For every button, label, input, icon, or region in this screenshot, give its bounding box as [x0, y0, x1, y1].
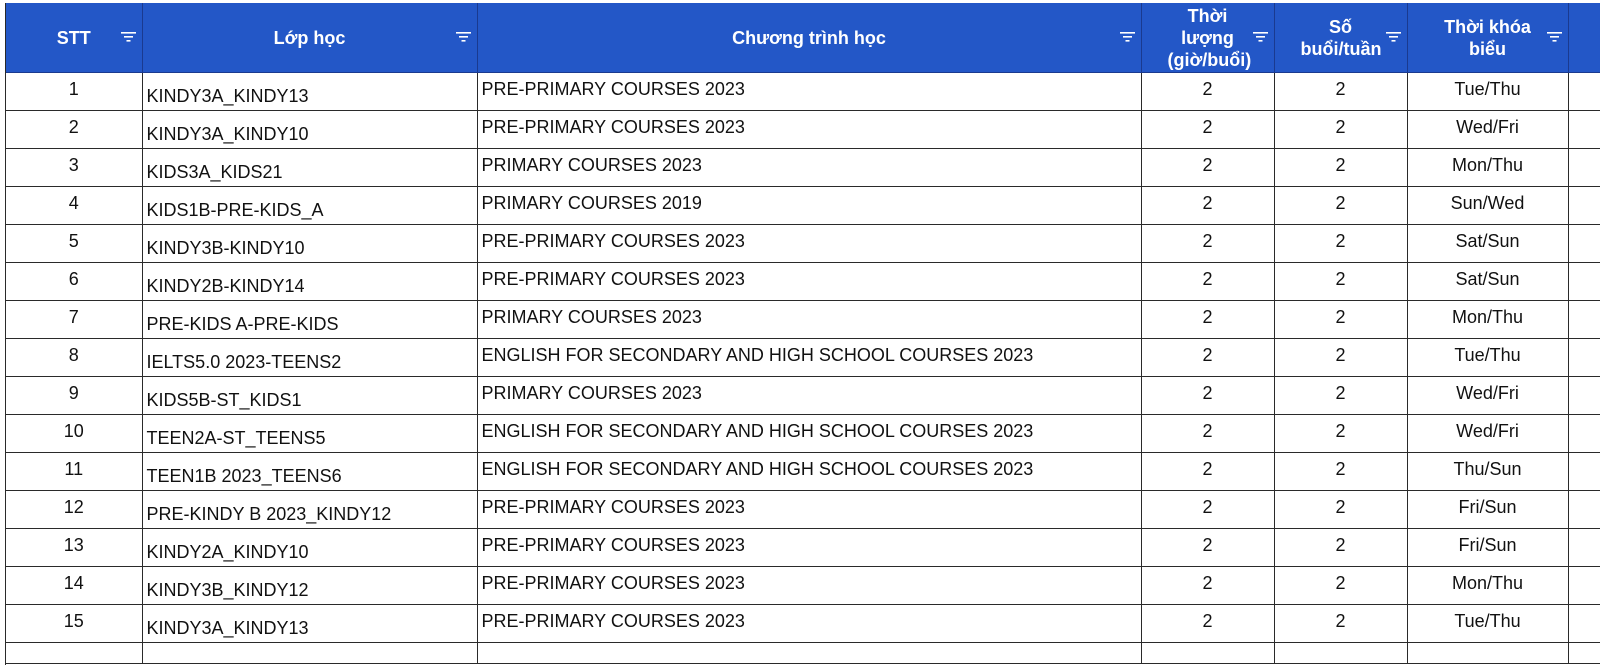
filter-icon[interactable] [1547, 31, 1562, 43]
cell-class[interactable]: KINDY2A_KINDY10 [142, 529, 477, 567]
table-row [6, 301, 1600, 339]
header-duration-line-3: (giờ/buổi) [1167, 49, 1252, 70]
cell-duration[interactable]: 2 [1141, 187, 1274, 225]
spreadsheet-grid [5, 3, 1600, 665]
cell-next-column[interactable] [1568, 225, 1600, 263]
cell-next-column[interactable] [1568, 605, 1600, 643]
cell-duration[interactable]: 2 [1141, 225, 1274, 263]
cell-schedule[interactable]: Sat/Sun [1407, 263, 1568, 301]
header-sessions-line-1: Số [1328, 16, 1352, 37]
cell-next-column[interactable] [1568, 149, 1600, 187]
cell-sessions[interactable]: 2 [1274, 111, 1407, 149]
header-sessions-line-2: buổi/tuần [1300, 38, 1382, 59]
cell-program[interactable]: PRE-PRIMARY COURSES 2023 [477, 73, 1141, 111]
cell-duration[interactable]: 2 [1141, 529, 1274, 567]
cell-program[interactable]: PRIMARY COURSES 2023 [477, 377, 1141, 415]
header-schedule-line-2: biểu [1468, 38, 1506, 59]
cell-empty[interactable] [477, 643, 1141, 664]
cell-sessions[interactable]: 2 [1274, 491, 1407, 529]
header-program-label: Chương trình học [732, 27, 886, 48]
filter-icon[interactable] [1120, 31, 1135, 43]
table-row [6, 225, 1600, 263]
header-program[interactable] [477, 3, 1141, 73]
cell-sessions[interactable]: 2 [1274, 225, 1407, 263]
cell-empty[interactable] [6, 643, 142, 664]
cell-duration[interactable]: 2 [1141, 415, 1274, 453]
cell-program[interactable]: PRIMARY COURSES 2023 [477, 149, 1141, 187]
cell-empty[interactable] [1407, 643, 1568, 664]
cell-program[interactable]: PRE-PRIMARY COURSES 2023 [477, 111, 1141, 149]
cell-duration[interactable]: 2 [1141, 339, 1274, 377]
cell-class[interactable]: TEEN1B 2023_TEENS6 [142, 453, 477, 491]
cell-class[interactable]: KINDY3B-KINDY10 [142, 225, 477, 263]
cell-next-column[interactable] [1568, 567, 1600, 605]
cell-next-column[interactable] [1568, 111, 1600, 149]
cell-duration[interactable]: 2 [1141, 453, 1274, 491]
cell-empty[interactable] [142, 643, 477, 664]
cell-schedule[interactable]: Mon/Thu [1407, 567, 1568, 605]
table-row [6, 453, 1600, 491]
header-sessions[interactable] [1274, 3, 1407, 73]
table-row [6, 491, 1600, 529]
cell-stt[interactable]: 11 [6, 453, 142, 491]
cell-next-column[interactable] [1568, 491, 1600, 529]
cell-class[interactable]: KINDY3B_KINDY12 [142, 567, 477, 605]
cell-schedule[interactable]: Mon/Thu [1407, 301, 1568, 339]
cell-stt[interactable]: 14 [6, 567, 142, 605]
filter-icon[interactable] [1253, 31, 1268, 43]
cell-sessions[interactable]: 2 [1274, 605, 1407, 643]
header-class-label: Lớp học [273, 27, 346, 48]
cell-class[interactable]: KINDY3A_KINDY13 [142, 605, 477, 643]
cell-stt[interactable]: 9 [6, 377, 142, 415]
cell-program[interactable]: PRE-PRIMARY COURSES 2023 [477, 263, 1141, 301]
cell-class[interactable]: KIDS5B-ST_KIDS1 [142, 377, 477, 415]
cell-next-column[interactable] [1568, 377, 1600, 415]
cell-stt[interactable]: 4 [6, 187, 142, 225]
cell-class[interactable]: KIDS1B-PRE-KIDS_A [142, 187, 477, 225]
header-schedule[interactable] [1407, 3, 1568, 73]
header-duration[interactable] [1141, 3, 1274, 73]
cell-program[interactable]: PRE-PRIMARY COURSES 2023 [477, 567, 1141, 605]
cell-next-column[interactable] [1568, 187, 1600, 225]
header-schedule-line-1: Thời khóa [1444, 16, 1531, 37]
cell-class[interactable]: KINDY3A_KINDY13 [142, 73, 477, 111]
header-duration-line-2: lượng [1181, 27, 1234, 48]
cell-class[interactable]: TEEN2A-ST_TEENS5 [142, 415, 477, 453]
cell-program[interactable]: ENGLISH FOR SECONDARY AND HIGH SCHOOL COURSES 2023 [477, 453, 1141, 491]
cell-program[interactable]: PRE-PRIMARY COURSES 2023 [477, 605, 1141, 643]
table-row [6, 149, 1600, 187]
cell-stt[interactable]: 6 [6, 263, 142, 301]
cell-schedule[interactable]: Tue/Thu [1407, 605, 1568, 643]
cell-stt[interactable]: 12 [6, 491, 142, 529]
cell-sessions[interactable]: 2 [1274, 377, 1407, 415]
header-class[interactable] [142, 3, 477, 73]
cell-schedule[interactable]: Tue/Thu [1407, 73, 1568, 111]
cell-program[interactable]: PRE-PRIMARY COURSES 2023 [477, 529, 1141, 567]
cell-stt[interactable]: 8 [6, 339, 142, 377]
cell-duration[interactable]: 2 [1141, 605, 1274, 643]
header-next-column[interactable] [1568, 3, 1600, 73]
cell-next-column[interactable] [1568, 453, 1600, 491]
table-row [6, 567, 1600, 605]
cell-stt[interactable]: 10 [6, 415, 142, 453]
cell-stt[interactable]: 1 [6, 73, 142, 111]
cell-next-column[interactable] [1568, 415, 1600, 453]
cell-empty[interactable] [1141, 643, 1274, 664]
cell-duration[interactable]: 2 [1141, 491, 1274, 529]
cell-stt[interactable]: 3 [6, 149, 142, 187]
filter-icon[interactable] [121, 31, 136, 43]
table-row [6, 529, 1600, 567]
table-row [6, 415, 1600, 453]
cell-sessions[interactable]: 2 [1274, 301, 1407, 339]
cell-program[interactable]: PRE-PRIMARY COURSES 2023 [477, 225, 1141, 263]
cell-schedule[interactable]: Fri/Sun [1407, 491, 1568, 529]
cell-sessions[interactable]: 2 [1274, 263, 1407, 301]
cell-class[interactable]: KINDY3A_KINDY10 [142, 111, 477, 149]
cell-duration[interactable]: 2 [1141, 73, 1274, 111]
table-body [6, 73, 1600, 664]
cell-next-column[interactable] [1568, 301, 1600, 339]
cell-program[interactable]: ENGLISH FOR SECONDARY AND HIGH SCHOOL COURSES 2023 [477, 339, 1141, 377]
cell-sessions[interactable]: 2 [1274, 453, 1407, 491]
table-row [6, 73, 1600, 111]
cell-next-column[interactable] [1568, 73, 1600, 111]
cell-schedule[interactable]: Mon/Thu [1407, 149, 1568, 187]
cell-stt[interactable]: 13 [6, 529, 142, 567]
cell-class[interactable]: PRE-KINDY B 2023_KINDY12 [142, 491, 477, 529]
cell-stt[interactable]: 7 [6, 301, 142, 339]
cell-schedule[interactable]: Fri/Sun [1407, 529, 1568, 567]
header-schedule-label [1408, 16, 1568, 60]
filter-icon[interactable] [1386, 31, 1401, 43]
cell-class[interactable]: KIDS3A_KIDS21 [142, 149, 477, 187]
header-duration-line-1: Thời [1187, 5, 1228, 26]
table-row [6, 377, 1600, 415]
header-row [6, 3, 1600, 73]
cell-next-column[interactable] [1568, 339, 1600, 377]
cell-stt[interactable]: 5 [6, 225, 142, 263]
cell-sessions[interactable]: 2 [1274, 187, 1407, 225]
cell-stt[interactable]: 15 [6, 605, 142, 643]
cell-program[interactable]: PRIMARY COURSES 2019 [477, 187, 1141, 225]
cell-duration[interactable]: 2 [1141, 149, 1274, 187]
header-stt-label: STT [56, 27, 91, 48]
cell-duration[interactable]: 2 [1141, 111, 1274, 149]
cell-sessions[interactable]: 2 [1274, 149, 1407, 187]
cell-sessions[interactable]: 2 [1274, 567, 1407, 605]
cell-sessions[interactable]: 2 [1274, 339, 1407, 377]
cell-duration[interactable]: 2 [1141, 301, 1274, 339]
cell-sessions[interactable]: 2 [1274, 73, 1407, 111]
filter-icon[interactable] [456, 31, 471, 43]
cell-schedule[interactable]: Sun/Wed [1407, 187, 1568, 225]
table-row [6, 605, 1600, 643]
class-schedule-table [6, 3, 1600, 664]
cell-stt[interactable]: 2 [6, 111, 142, 149]
cell-schedule[interactable]: Wed/Fri [1407, 111, 1568, 149]
cell-program[interactable]: PRE-PRIMARY COURSES 2023 [477, 491, 1141, 529]
cell-class[interactable]: IELTS5.0 2023-TEENS2 [142, 339, 477, 377]
cell-next-column[interactable] [1568, 529, 1600, 567]
table-row-partial [6, 643, 1600, 664]
cell-sessions[interactable]: 2 [1274, 529, 1407, 567]
cell-duration[interactable]: 2 [1141, 377, 1274, 415]
cell-class[interactable]: PRE-KIDS A-PRE-KIDS [142, 301, 477, 339]
cell-duration[interactable]: 2 [1141, 567, 1274, 605]
cell-schedule[interactable]: Thu/Sun [1407, 453, 1568, 491]
cell-schedule[interactable]: Tue/Thu [1407, 339, 1568, 377]
table-row [6, 187, 1600, 225]
cell-duration[interactable]: 2 [1141, 263, 1274, 301]
table-row [6, 339, 1600, 377]
cell-schedule[interactable]: Wed/Fri [1407, 415, 1568, 453]
cell-next-column[interactable] [1568, 263, 1600, 301]
table-row [6, 263, 1600, 301]
cell-program[interactable]: PRIMARY COURSES 2023 [477, 301, 1141, 339]
cell-schedule[interactable]: Wed/Fri [1407, 377, 1568, 415]
cell-class[interactable]: KINDY2B-KINDY14 [142, 263, 477, 301]
header-stt[interactable] [6, 3, 142, 73]
cell-sessions[interactable]: 2 [1274, 415, 1407, 453]
table-row [6, 111, 1600, 149]
cell-schedule[interactable]: Sat/Sun [1407, 225, 1568, 263]
cell-empty[interactable] [1568, 643, 1600, 664]
cell-empty[interactable] [1274, 643, 1407, 664]
cell-program[interactable]: ENGLISH FOR SECONDARY AND HIGH SCHOOL COURSES 2023 [477, 415, 1141, 453]
